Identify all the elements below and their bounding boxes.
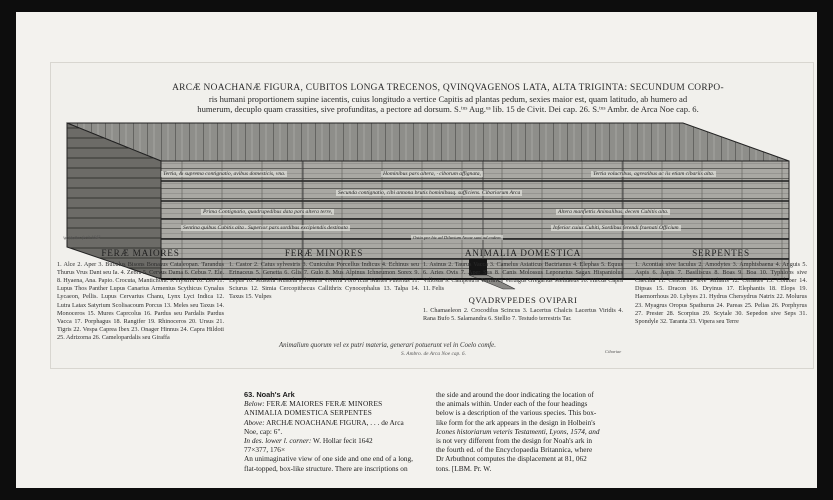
plate-footnote: Animalium quorum vel ex putri materia, generari potuerunt vel in Coelo comfe. [279, 342, 496, 349]
caption-right-line: like form for the ark appears in the design in Holbein's [436, 417, 596, 427]
caption-right-line: is not very different from the design for Noah's ark in [436, 436, 592, 446]
ark-label-tier3-right: Tertia volucribus, agrestibus ac iis etiam cibariis alta. [593, 171, 715, 177]
caption-description-1: An unimaginative view of one side and one end of a long, [244, 454, 414, 464]
caption-above-text: ARCHÆ NOACHANÆ FIGURA, . . . de Arca [266, 417, 404, 427]
caption-right-line: the fourth ed. of the Encyclopaedia Britannica, where [436, 445, 593, 455]
plate-footnote-small: S. Ambro. de Arca Noe cap. 6. [401, 351, 466, 357]
column-body: 1. Acontias sive Iaculus 2. Amodytes 3. Amphisbaena 4. Anguis 5. Aspis 6. Aspis 7. Basiliscus 8. Boas 9. Boa 10. Typhlops sive Caecilia 11. Cenchrine sive Miliaris 12. Cerastes 13. Coluber 14. Dipsas 15. Dracon 16. Dryinus 17. Elephantis 18. Elops 19. Haemorrhous 20. Lybyes 21. Hydrus Chersydrus Natrix 22. Molurus 23. Myagrus Oropus Spathurus 24. Pareas 25. Pelias 26. Porphyrus 27. Prester 28. Scorpius 29. Scytale 30. Sepedon sive Seps 31. Spondyle 32. Taranta 33. Vipera seu Terre [635, 261, 807, 325]
caption-right-line: Icones historiarum veteris Testamenti, Lyons, 1574, and [436, 426, 600, 436]
ark-label-sentina: Sentina quibus Cubitis alta . Superior pars sordibus excipiendis destinata [183, 225, 348, 231]
column-serpentes [635, 249, 807, 326]
caption-dimensions: 77×377, 176× [244, 445, 286, 455]
ark-label-tier1-right: Altera manfiettis Animalibus, decem Cubitis alta. [558, 209, 669, 215]
caption-below-text: FERÆ MAIORES FERÆ MINORES [266, 399, 383, 409]
caption-right-line: below is a description of the various species. This box- [436, 408, 597, 418]
ark-label-door: Ostia per hic ad Diluvium Arcae sunt ad eodem [413, 235, 501, 240]
ark-label-tier2: Secunda contignatio, cibi annona brutis hominibusq. sufficiens. Cibariorum Arca [338, 190, 521, 196]
caption-right-line: Dr Arbuthnot computes the displacement at 81, 062 [436, 454, 587, 464]
column-ferae-minores [229, 249, 419, 302]
column-heading: SERPENTES [692, 248, 750, 258]
column-heading: FERÆ MAIORES [101, 248, 180, 258]
plate-title-line-2: ris humani proportionem supine iacentis, cuius longitudo a vertice Capitis ad plantas pedum, sexies maior est, quam latitudo, ab humero ad [208, 94, 688, 104]
caption-right-line: the side and around the door indicating the location of [436, 390, 594, 399]
caption-number: 63. Noah's Ark [244, 390, 295, 399]
caption-description-2: flat-topped, box-like structure. There are inscriptions on [244, 463, 408, 473]
engraver-signature: W. Hollar fecit 1642 [62, 234, 101, 241]
column-subbody: 1. Chamaeleon 2. Crocodilus Scincus 3. Lacertus Chalcis Lacertus Viridis 4. Rana Bufo 5. Salamandra 6. Stellio 7. Testudo terrestris Tar. [423, 306, 623, 322]
column-ferae-maiores [57, 249, 224, 342]
column-heading: ANIMALIA DOMESTICA [464, 248, 582, 258]
caption-above-text-2: Noe, cap: 6". [244, 426, 283, 436]
column-body: 1. Castor 2. Catus sylvestris 3. Cuniculus Porcellus Indicus 4. Echinus seu Erinaceus 5. Genetta 6. Glis 7. Gulo 8. Mus Alpinus Ichneumon Sorex 9. Lepus 10. Mustela Mustela sylvestris Viverra Foro Ictis Martes Putorius 11. Sciurus 12. Simia Cercopithecus Callithrix Cynocephalus 13. Talpa 14. Taxus 15. Vulpes [229, 261, 419, 301]
page [16, 12, 817, 488]
caption-left [244, 390, 422, 473]
column-heading: FERÆ MINORES [284, 248, 364, 258]
caption-above-label: Above: [244, 417, 265, 427]
column-body: 1. Alce 2. Aper 3. Bubalus Bisons Bonasus Cataleopan. Tarandus Thurus Vrus Dant seu Ia. 4. Zebra 5. Cervus Dama 6. Cebus 7. Ele. 8. Hyaena, Ana. Papio. Crocuta, Mantichora. 9. Hystrix 10. Leo 11. Lupus Thos Panther Lupus Canarius Armenius Scythicus Cynalus Lycaeon, Pellis. Lupus Cervarius Chanu, Lynx Lyci Indica 12. Lutra Latax Satyrium Scolisacoum Porcus 13. Meles seu Taxus 14. Monoceros 15. Mures Caprcolus 16. Pardus seu Pardalis Pardus Vacca 17. Porphagus 18. Rangifer 19. Rhinoceros 20. Ursus 21. Tigris 22. Vespa Caprea Ibex 23. Onager Hinnus 24. Capra Hildoti 25. Adrizorna 26. Camelopardalis seu Giraffa [57, 261, 224, 341]
caption-below-text-2: ANIMALIA DOMESTICA SERPENTES [244, 408, 373, 418]
engraving-plate [50, 62, 814, 369]
plate-title-line-3: humerum, decuplo quam crassities, sive profunditas, a pectore ad dorsum. S.ᵗᵘˢ Aug.ᵘˢ lib. 15 de Civit. Dei cap. 26. S.ᵗᵘˢ Ambr. de Arca Noe cap. 6. [197, 104, 699, 114]
ark-label-tier3: Tertia, & suprema contignatio, avibus domesticis, vna. [163, 171, 286, 177]
caption-right-line: tons. [LBM. Pr. W. [436, 463, 492, 473]
ark-label-tier3-mid: Hominibus pars altera, · ciborum affignata, [383, 171, 481, 177]
caption-right-line: the animals within. Under each of the four headings [436, 399, 588, 409]
caption-inscription-label: In des. lower l. corner: [244, 436, 312, 446]
ark-label-sentina-right: Inferior cuius Cubiti, Sordibus ferendi fraenati Officium [553, 225, 679, 231]
plate-signature-right: Cibariae [605, 349, 622, 354]
column-animalia-domestica [423, 249, 623, 323]
ark-label-tier1: Prima Contignatio, quadrupedibus data pars altera terre, [203, 209, 333, 215]
caption-below-label: Below: [244, 399, 265, 409]
column-subheading: QVADRVPEDES OVIPARI [468, 295, 578, 306]
plate-title-line-1: ARCÆ NOACHANÆ FIGURA, CUBITOS LONGA TRECENOS, QVINQVAGENOS LATA, ALTA TRIGINTA: SECUNDUM CORPO- [172, 83, 724, 93]
caption-right [436, 390, 606, 473]
column-body: 1. Asinus 2. Taurus Vacca 3. Camelus Asiaticus Bactrianus 4. Elephas 5. Equus 6. Aries Ovis 7. Aper Sus 8. Canis Molossus Leporarius Sagax Hispaniolus Villosus 9. Campestris Terrarius Vertagus Gregarius Melitaeus 10. Hircus Capra 11. Felis [423, 261, 623, 293]
caption-inscription-text: W. Hollar fecit 1642 [313, 436, 373, 446]
